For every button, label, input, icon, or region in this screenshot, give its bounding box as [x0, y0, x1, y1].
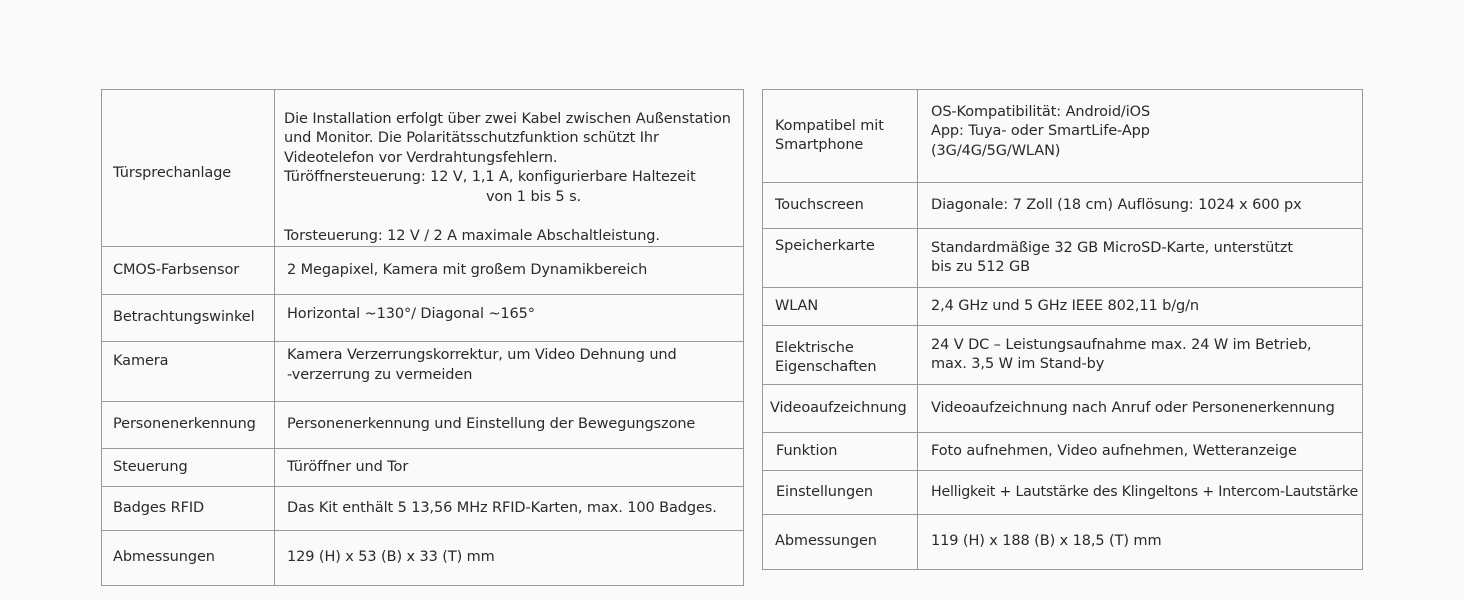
row-value-center: von 1 bis 5 s. — [485, 188, 582, 205]
table-row — [102, 449, 744, 487]
row-label: Abmessungen — [102, 531, 275, 586]
row-value: Foto aufnehmen, Video aufnehmen, Wetteranzeige — [918, 433, 1363, 471]
row-value: Horizontal ~130°/ Diagonal ~165° — [275, 295, 744, 342]
row-label: Einstellungen — [763, 471, 918, 515]
row-value: OS-Kompatibilität: Android/iOS App: Tuya- oder SmartLife-App (3G/4G/5G/WLAN) — [918, 90, 1363, 183]
table-row — [763, 288, 1363, 326]
spec-table-right — [762, 89, 1363, 570]
row-value: Standardmäßige 32 GB MicroSD-Karte, unterstützt bis zu 512 GB — [918, 229, 1363, 288]
row-value-text: Die Installation erfolgt über zwei Kabel zwischen Außenstation und Monitor. Die Polaritätsschutzfunktion schützt Ihr Videotelefon vor Verdrahtungsfehlern. Türöffnersteuerung: 12 V, 1,1 A, konfigurierbare Haltezeit — [284, 110, 731, 185]
table-row — [763, 183, 1363, 229]
table-row — [763, 385, 1363, 433]
table-row — [763, 515, 1363, 570]
table-row — [763, 433, 1363, 471]
row-value: Helligkeit + Lautstärke des Klingeltons + Intercom-Lautstärke — [918, 471, 1363, 515]
row-value: 129 (H) x 53 (B) x 33 (T) mm — [275, 531, 744, 586]
row-label: Elektrische Eigenschaften — [763, 326, 918, 385]
row-label: Touchscreen — [763, 183, 918, 229]
row-label: Kamera — [102, 342, 275, 402]
table-row — [102, 487, 744, 531]
row-value: Türöffner und Tor — [275, 449, 744, 487]
row-label: Kompatibel mit Smartphone — [763, 90, 918, 183]
spec-table-left — [101, 89, 744, 586]
row-label: WLAN — [763, 288, 918, 326]
row-label: Badges RFID — [102, 487, 275, 531]
table-row — [763, 90, 1363, 183]
row-label: Speicherkarte — [763, 229, 918, 288]
row-label: Steuerung — [102, 449, 275, 487]
row-value: Das Kit enthält 5 13,56 MHz RFID-Karten, max. 100 Badges. — [275, 487, 744, 531]
row-value: 2,4 GHz und 5 GHz IEEE 802,11 b/g/n — [918, 288, 1363, 326]
row-value: Videoaufzeichnung nach Anruf oder Personenerkennung — [918, 385, 1363, 433]
table-row — [763, 229, 1363, 288]
row-label: CMOS-Farbsensor — [102, 247, 275, 295]
row-value: Diagonale: 7 Zoll (18 cm) Auflösung: 1024 x 600 px — [918, 183, 1363, 229]
row-label: Türsprechanlage — [102, 90, 275, 247]
row-value: 119 (H) x 188 (B) x 18,5 (T) mm — [918, 515, 1363, 570]
row-label: Personenerkennung — [102, 402, 275, 449]
row-label: Videoaufzeichnung — [763, 385, 918, 433]
table-row — [102, 295, 744, 342]
table-row — [102, 402, 744, 449]
table-row — [763, 471, 1363, 515]
table-row — [102, 342, 744, 402]
row-value: 2 Megapixel, Kamera mit großem Dynamikbereich — [275, 247, 744, 295]
table-row — [102, 531, 744, 586]
table-row — [102, 247, 744, 295]
row-value: 24 V DC – Leistungsaufnahme max. 24 W im Betrieb, max. 3,5 W im Stand-by — [918, 326, 1363, 385]
row-label: Abmessungen — [763, 515, 918, 570]
row-value: Kamera Verzerrungskorrektur, um Video Dehnung und -verzerrung zu vermeiden — [275, 342, 744, 402]
row-label: Funktion — [763, 433, 918, 471]
row-value-tail: Torsteuerung: 12 V / 2 A maximale Abschaltleistung. — [284, 227, 660, 244]
row-value: Personenerkennung und Einstellung der Bewegungszone — [275, 402, 744, 449]
row-value — [275, 90, 744, 247]
table-row — [102, 90, 744, 247]
row-label: Betrachtungswinkel — [102, 295, 275, 342]
table-row — [763, 326, 1363, 385]
